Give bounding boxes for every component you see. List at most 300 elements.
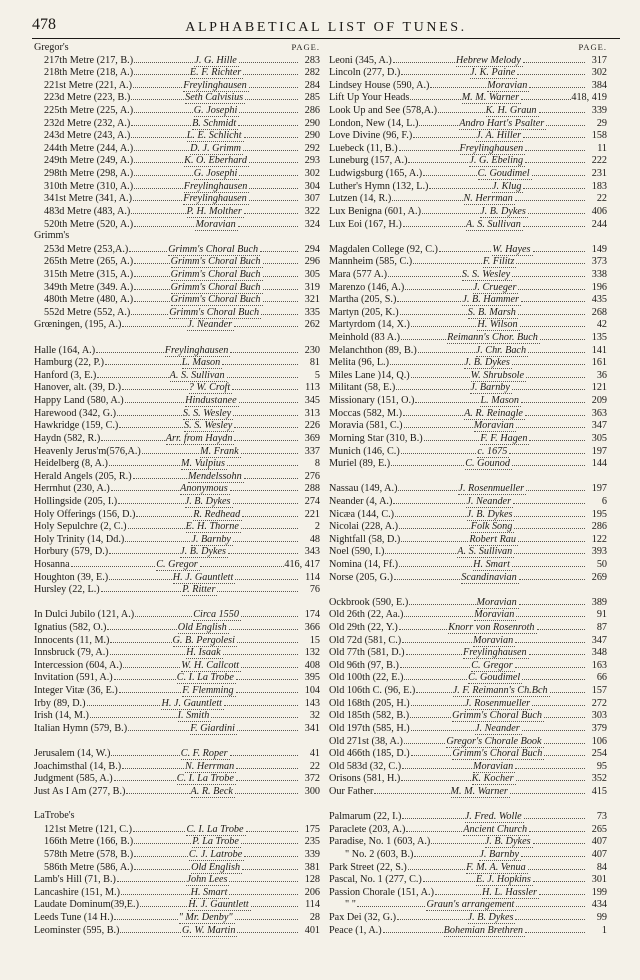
tune-page: 222 [591,155,607,167]
leader-dots [230,747,298,756]
page-column-label: PAGE. [291,42,320,52]
tune-name: Magdalen College (92, C.) [329,243,438,255]
leader-dots [402,760,472,769]
leader-dots [126,785,189,794]
leader-dots [424,432,480,441]
leader-dots [383,924,443,933]
leader-dots [510,785,585,794]
leader-dots [90,709,177,718]
leader-dots [523,54,585,63]
leader-dots [142,445,199,454]
leader-dots [529,646,585,655]
tune-entry [34,407,320,420]
tune-entry [329,104,607,117]
section-gap [329,230,607,243]
tune-composer: J. Barnby [191,533,231,545]
tune-page: 197 [591,483,607,495]
tune-composer: J. Neander [466,495,512,507]
leader-dots [518,306,585,315]
leader-dots [236,671,298,680]
leader-dots [246,823,298,832]
tune-entry [34,747,320,760]
tune-name: Herald Angels (205, R.) [34,470,132,482]
tune-name: 243d Metre (243, A.) [44,130,131,142]
leader-dots [403,218,465,227]
tune-name: Mannheim (585, C.) [329,256,413,268]
tune-entry [329,835,607,848]
tune-name: Irby (89, D.) [34,697,86,709]
tune-name: 480th Metre (480, A.) [44,294,134,306]
tune-composer: K. Kocher [471,773,514,785]
tune-name: Holy Sepulchre (2, C.) [34,521,127,533]
tune-entry [329,785,607,798]
tune-composer: A. R. Reinagle [464,407,523,419]
tune-page: 435 [591,294,607,306]
tune-name: Lift Up Your Heads [329,92,410,104]
tune-entry [34,318,320,331]
tune-page: 406 [591,205,608,217]
tune-entry [34,66,320,79]
tune-page: 294 [304,243,321,255]
leader-dots [515,659,585,668]
leader-dots [525,154,585,163]
tune-page: 339 [304,849,320,860]
leader-dots [525,924,585,933]
tune-name: Laudate Dominum(39,E.) [34,899,139,911]
leader-dots [513,495,585,504]
leader-dots [516,608,585,617]
tune-page: 8 [314,458,321,470]
tune-composer: K. O. Eberhard [184,155,247,167]
leader-dots [411,318,476,327]
tune-entry [329,54,607,67]
tune-entry [34,243,320,256]
leader-dots [404,671,467,680]
tune-composer: Freylinghausen [183,193,247,205]
tune-page: 81 [309,357,320,369]
tune-page: 319 [304,281,320,293]
tune-name: Moccas (582, M.) [329,407,402,419]
tune-name: Hursley (22, L.) [34,584,100,596]
tune-composer: W. H. Callcott [181,659,240,671]
leader-dots [402,634,472,643]
tune-name: Pax Dei (32, G.) [329,912,397,924]
leader-dots [97,369,168,378]
leader-dots [526,369,585,378]
tune-composer: Ancient Church [463,823,528,835]
leader-dots [236,684,298,693]
leader-dots [399,520,470,529]
group-name: Gregor's [34,42,69,53]
tune-page: 347 [591,420,607,432]
tune-entry [34,508,320,521]
tune-entry [329,545,607,558]
tune-composer: L. E. Schlicht [186,130,242,142]
tune-page: 372 [304,773,321,785]
tune-composer: S. S. Wesley [461,268,511,280]
tune-page: 265 [591,823,607,835]
tune-page: 22 [596,193,607,205]
leader-dots [408,154,468,163]
tune-name: Hanford (3, E.) [34,369,97,381]
tune-entry [329,747,607,760]
tune-composer: Hebrew Melody [455,54,521,66]
tune-page: 416, 417 [284,558,321,570]
leader-dots [409,596,475,605]
leader-dots [131,306,168,315]
tune-composer: J. B. Dykes [467,912,514,924]
leader-dots [230,482,298,491]
leader-dots [239,104,298,113]
tune-composer: Grimm's Choral Buch [170,294,261,306]
tune-page: 288 [304,483,320,495]
tune-entry [34,924,320,937]
leader-dots [136,508,192,517]
tune-page: 408 [304,659,321,671]
tune-composer: J. Barnby [470,382,510,394]
tune-composer: F. Flemming [182,685,234,697]
leader-dots [528,861,585,870]
leader-dots [235,571,298,580]
tune-composer: John Lees [186,874,228,886]
tune-page: 313 [304,407,320,419]
tune-entry [34,104,320,117]
tune-page: 6 [601,495,608,507]
leader-dots [114,911,177,920]
tune-name: Martyrdom (14, X.) [329,319,410,331]
tune-name: Old 583d (32, C.) [329,760,402,772]
tune-entry [34,608,320,621]
tune-composer: J. Rosenmueller [464,697,531,709]
tune-page: 348 [591,647,607,659]
tune-name: Lux Eoi (167, H.) [329,218,402,230]
tune-name: Ignatius (582, O.) [34,622,107,634]
leader-dots [118,495,184,504]
tune-entry [329,508,607,521]
leader-dots [395,508,466,517]
tune-composer: J. Barnby [479,849,520,860]
tune-composer: H. Wilson [477,319,518,331]
leader-dots [418,344,475,353]
leader-dots [109,457,180,466]
tune-name: Hawkridge (159, C.) [34,420,119,432]
section-gap [34,596,320,609]
tune-name: Horbury (579, D.) [34,546,109,558]
tune-composer: Graun's arrangement [426,899,515,911]
tune-page: 369 [304,432,321,444]
tune-entry [34,533,320,546]
tune-entry [34,167,320,180]
tune-composer: Robert Rau [469,533,516,545]
tune-composer: J. B. Dykes [466,508,513,520]
leader-dots [414,848,478,857]
tune-name: Just As I Am (277, B.) [34,785,126,797]
tune-name: Old 100th (22, E.) [329,672,404,684]
tune-composer: Hindustanee [185,395,237,407]
tune-page: 42 [596,319,608,331]
tune-name: 586th Metre (586, A.) [44,861,134,873]
leader-dots [411,369,470,378]
tune-name: Hamburg (22, P.) [34,357,104,369]
tune-page: 135 [591,332,607,344]
tune-composer: Scandinavian [461,571,517,583]
tune-page: 226 [304,420,321,432]
leader-dots [121,886,190,895]
tune-composer: Freylinghausen [183,79,247,91]
tune-name: 520th Metre (520, A.) [44,218,134,230]
tune-composer: Freylinghausen [183,180,248,192]
tune-composer: C. F. Roper [180,748,228,760]
tune-name: Nassau (149, A.) [329,483,398,495]
tune-page: 345 [304,395,320,407]
tune-entry [329,218,607,231]
tune-composer: H. J. Gauntlett [161,697,223,709]
leader-dots [234,318,298,327]
leader-dots [526,482,585,491]
leader-dots [111,482,179,491]
tune-composer: P. La Trobe [192,836,239,848]
tune-page: 269 [591,571,608,583]
tune-page: 158 [591,130,607,142]
tune-name: Moravia (581, C.) [329,420,403,432]
leader-dots [134,154,183,163]
tune-page: 307 [304,193,320,205]
tune-entry [329,684,607,697]
tune-composer: H. Isaak [186,647,221,659]
tune-page: 407 [591,836,607,848]
tune-page: 434 [591,899,607,911]
tune-page: 262 [304,319,321,331]
section-gap [34,331,320,344]
tune-composer: E. J. Hopkins [475,874,531,886]
tune-entry [329,306,607,319]
leader-dots [438,104,484,113]
tune-entry [329,886,607,899]
tune-name: Old 77th (581, D.) [329,647,405,659]
tune-composer: E. H. Thorne [185,521,239,533]
tune-page: 293 [304,155,320,167]
tune-page: 183 [591,180,608,192]
tune-page: 339 [591,105,607,117]
tune-composer: J. A. Hiller [476,130,522,142]
tune-composer: Grimm's Choral Buch [170,281,261,293]
tune-composer: L. Mason [181,357,221,369]
group-heading [34,230,320,243]
tune-composer: F. F. Hagen [480,432,528,444]
section-gap [329,583,607,596]
tune-composer: Moravian [473,634,514,646]
tune-entry [34,154,320,167]
leader-dots [429,180,491,189]
tune-name: Old 168th (205, H.) [329,697,410,709]
tune-entry [34,772,320,785]
tune-composer: ? W. Croft [188,382,231,394]
tune-page: 347 [591,634,608,646]
tune-page: 341 [304,722,320,734]
tune-entry [34,482,320,495]
tune-entry [329,344,607,357]
leader-dots [244,848,298,857]
leader-dots [125,394,184,403]
tune-entry [34,54,320,67]
tune-entry [329,180,607,193]
leader-dots [244,129,298,138]
tune-composer: R. Redhead [193,508,241,520]
tune-name: Noel (590, I.) [329,546,385,558]
tune-name: Luebeck (11, B.) [329,142,398,154]
leader-dots [223,646,298,655]
tune-page: 95 [596,760,608,772]
tune-page: 29 [596,117,608,129]
leader-dots [133,823,185,832]
tune-page: 196 [591,281,607,293]
leader-dots [413,129,475,138]
leader-dots [519,571,585,580]
tune-entry [329,293,607,306]
tune-entry [329,596,607,609]
tune-page: 66 [596,672,607,684]
leader-dots [430,79,486,88]
leader-dots [532,697,585,706]
tune-entry [34,545,320,558]
tune-composer: K. H. Graun [485,105,537,117]
group-heading [329,41,607,54]
tune-composer: Bohemian Brethren [443,924,523,936]
tune-name: Pascal, No. 1 (277, C.) [329,874,422,886]
leader-dots [533,243,585,252]
leader-dots [410,709,451,718]
tune-composer: H. Smart [190,886,228,898]
leader-dots [512,558,585,567]
tune-entry [329,709,607,722]
leader-dots [134,281,169,290]
tune-name: " No. 2 (603, B.) [345,849,414,860]
leader-dots [515,634,585,643]
tune-page: 301 [591,874,608,886]
section-gap [329,470,607,483]
leader-dots [406,823,462,832]
tune-composer: S. B. Marsh [467,306,516,318]
tune-composer: Freylinghausen [459,142,524,154]
page-header [32,10,620,40]
tune-name: Melita (96, L.) [329,357,389,369]
tune-composer: A. S. Sullivan [457,546,513,558]
leader-dots [230,344,298,353]
tune-page: 321 [304,294,320,306]
tune-name: In Dulci Jubilo (121, A.) [34,609,135,621]
leader-dots [228,545,298,554]
tune-composer: J. Neander [187,319,233,331]
tune-name: Peace (1, A.) [329,924,382,936]
tune-page: 28 [309,912,320,924]
leader-dots [239,394,298,403]
tune-name: Old 29th (22, Y.) [329,622,398,634]
tune-page: 114 [305,899,320,911]
leader-dots [241,520,298,529]
leader-dots [533,873,585,882]
tune-name: 249th Metre (249, A.) [44,155,134,167]
tune-composer: C. Gregor [471,659,513,671]
tune-composer: M. M. Warner [461,92,520,104]
leader-dots [128,722,189,731]
tune-entry [34,79,320,92]
tune-page: 324 [304,218,321,230]
leader-dots [515,192,585,201]
tune-name: " " [345,899,356,911]
tune-entry [329,205,607,218]
leader-dots [131,129,185,138]
tune-composer: Grimm's Choral Buch [170,268,261,280]
tune-entry [34,911,320,924]
leader-dots [123,659,180,668]
tune-name: Leeds Tune (14 H.) [34,912,114,924]
leader-dots [134,104,193,113]
leader-dots [550,684,585,693]
tune-composer: B. Schmidt [192,117,237,129]
leader-dots [71,558,156,567]
tune-name: Intercession (604, A.) [34,659,123,671]
tune-entry [329,873,607,886]
leader-dots [517,66,585,75]
tune-page: 175 [304,823,320,835]
tune-name: Mara (577 A.) [329,268,387,280]
leader-dots [404,735,445,744]
tune-page: 366 [304,622,320,634]
leader-dots [243,142,298,151]
tune-page: 389 [591,596,607,608]
tune-page: 99 [596,912,608,924]
tune-page: 317 [591,54,608,66]
tune-entry [329,432,607,445]
tune-entry [34,495,320,508]
tune-composer: J. B. Dykes [464,357,510,369]
tune-entry [329,697,607,710]
tune-name: Old 197th (585, H.) [329,722,410,734]
leader-dots [120,924,181,933]
leader-dots [227,369,298,378]
leader-dots [131,91,184,100]
leader-dots [521,293,585,302]
leader-dots [521,394,585,403]
tune-composer: Grimm's Choral Buch [168,243,259,255]
leader-dots [134,293,169,302]
tune-name: Judgment (585, A.) [34,773,113,785]
leader-dots [399,558,472,567]
tune-entry [329,369,607,382]
tune-page: 132 [304,647,321,659]
leader-dots [237,634,298,643]
tune-entry [329,621,607,634]
tune-page: 91 [596,609,608,621]
tune-name: Herrnhut (230, A.) [34,483,110,495]
tune-entry [329,533,607,546]
leader-dots [222,356,298,365]
tune-name: Happy Land (580, A.) [34,395,124,407]
tune-entry [34,646,320,659]
leader-dots [249,79,298,88]
tune-composer: J. B. Dykes [484,836,531,848]
tune-composer: Knorr von Rosenroth [448,622,535,634]
tune-page: 2 [314,521,321,533]
page-number: 478 [32,16,56,33]
tune-entry [34,255,320,268]
tune-name: Martha (205, S.) [329,294,397,306]
leader-dots [388,268,461,277]
tune-name: Old 466th (185, D.) [329,748,410,760]
tune-page: 235 [304,836,321,848]
leader-dots [539,886,585,895]
tune-entry [34,697,320,710]
